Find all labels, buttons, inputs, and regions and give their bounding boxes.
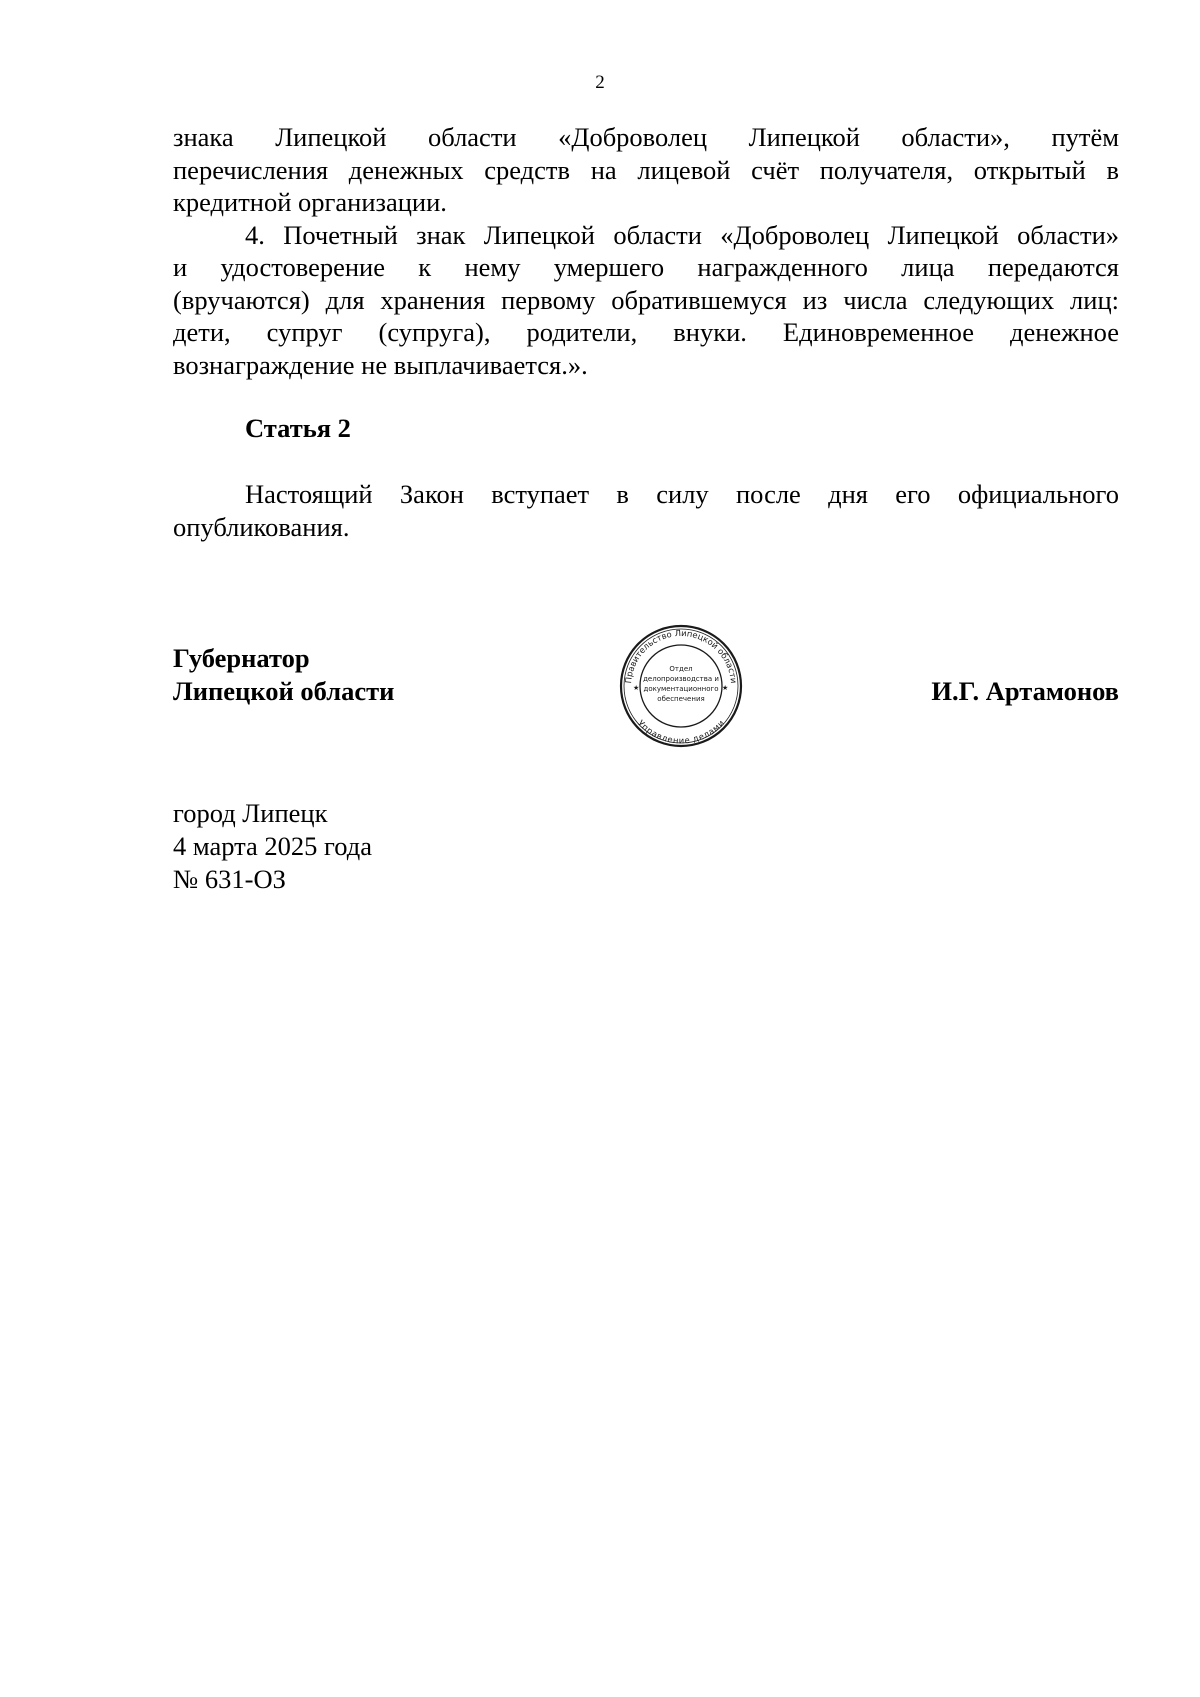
stamp-star-icon: ★ — [722, 684, 729, 692]
document-footer — [173, 797, 372, 896]
footer-number: № 631-ОЗ — [173, 864, 286, 894]
page-number: 2 — [595, 72, 605, 93]
article-2-heading: Статья 2 — [245, 413, 351, 443]
stamp-inner-text: Отдел — [669, 665, 693, 673]
signature-title-line: Губернатор — [173, 643, 310, 673]
stamp-outer-text-bottom: Управление делами — [635, 717, 727, 746]
stamp-inner-text: обеспечения — [657, 695, 705, 703]
paragraph-4-line: вознаграждение не выплачивается.». — [173, 349, 588, 380]
signatory-name: И.Г. Артамонов — [931, 676, 1119, 706]
stamp-star-icon: ★ — [633, 684, 640, 692]
paragraph-4-line: 4. Почетный знак Липецкой области «Доброволец Липецкой области» — [245, 219, 1119, 250]
paragraph-line: кредитной организации. — [173, 187, 447, 217]
article-2-text — [173, 478, 1119, 543]
paragraph-4-line: дети, супруг (супруга), родители, внуки. Единовременное денежное — [173, 317, 1119, 347]
paragraph-4-line: и удостоверение к нему умершего награжденного лица передаются — [173, 252, 1119, 282]
stamp-outer-text: Правительство Липецкой области — [623, 627, 739, 684]
signature-title — [173, 642, 394, 708]
stamp-inner-text: документационного — [643, 685, 719, 693]
footer-city: город Липецк — [173, 798, 328, 828]
paragraph-continuation — [173, 121, 1119, 381]
article-2-line: опубликования. — [173, 511, 350, 542]
paragraph-line: знака Липецкой области «Доброволец Липецкой области», путём — [173, 122, 1119, 152]
official-stamp — [619, 624, 743, 748]
paragraph-4-line: (вручаются) для хранения первому обратившемуся из числа следующих лиц: — [173, 284, 1119, 315]
signature-title-line: Липецкой области — [173, 676, 395, 706]
paragraph-line: перечисления денежных средств на лицевой счёт получателя, открытый в — [173, 154, 1119, 185]
footer-date: 4 марта 2025 года — [173, 831, 372, 861]
stamp-inner-text: делопроизводства и — [643, 675, 719, 683]
article-2-line: Настоящий Закон вступает в силу после дня его официального — [245, 479, 1119, 509]
